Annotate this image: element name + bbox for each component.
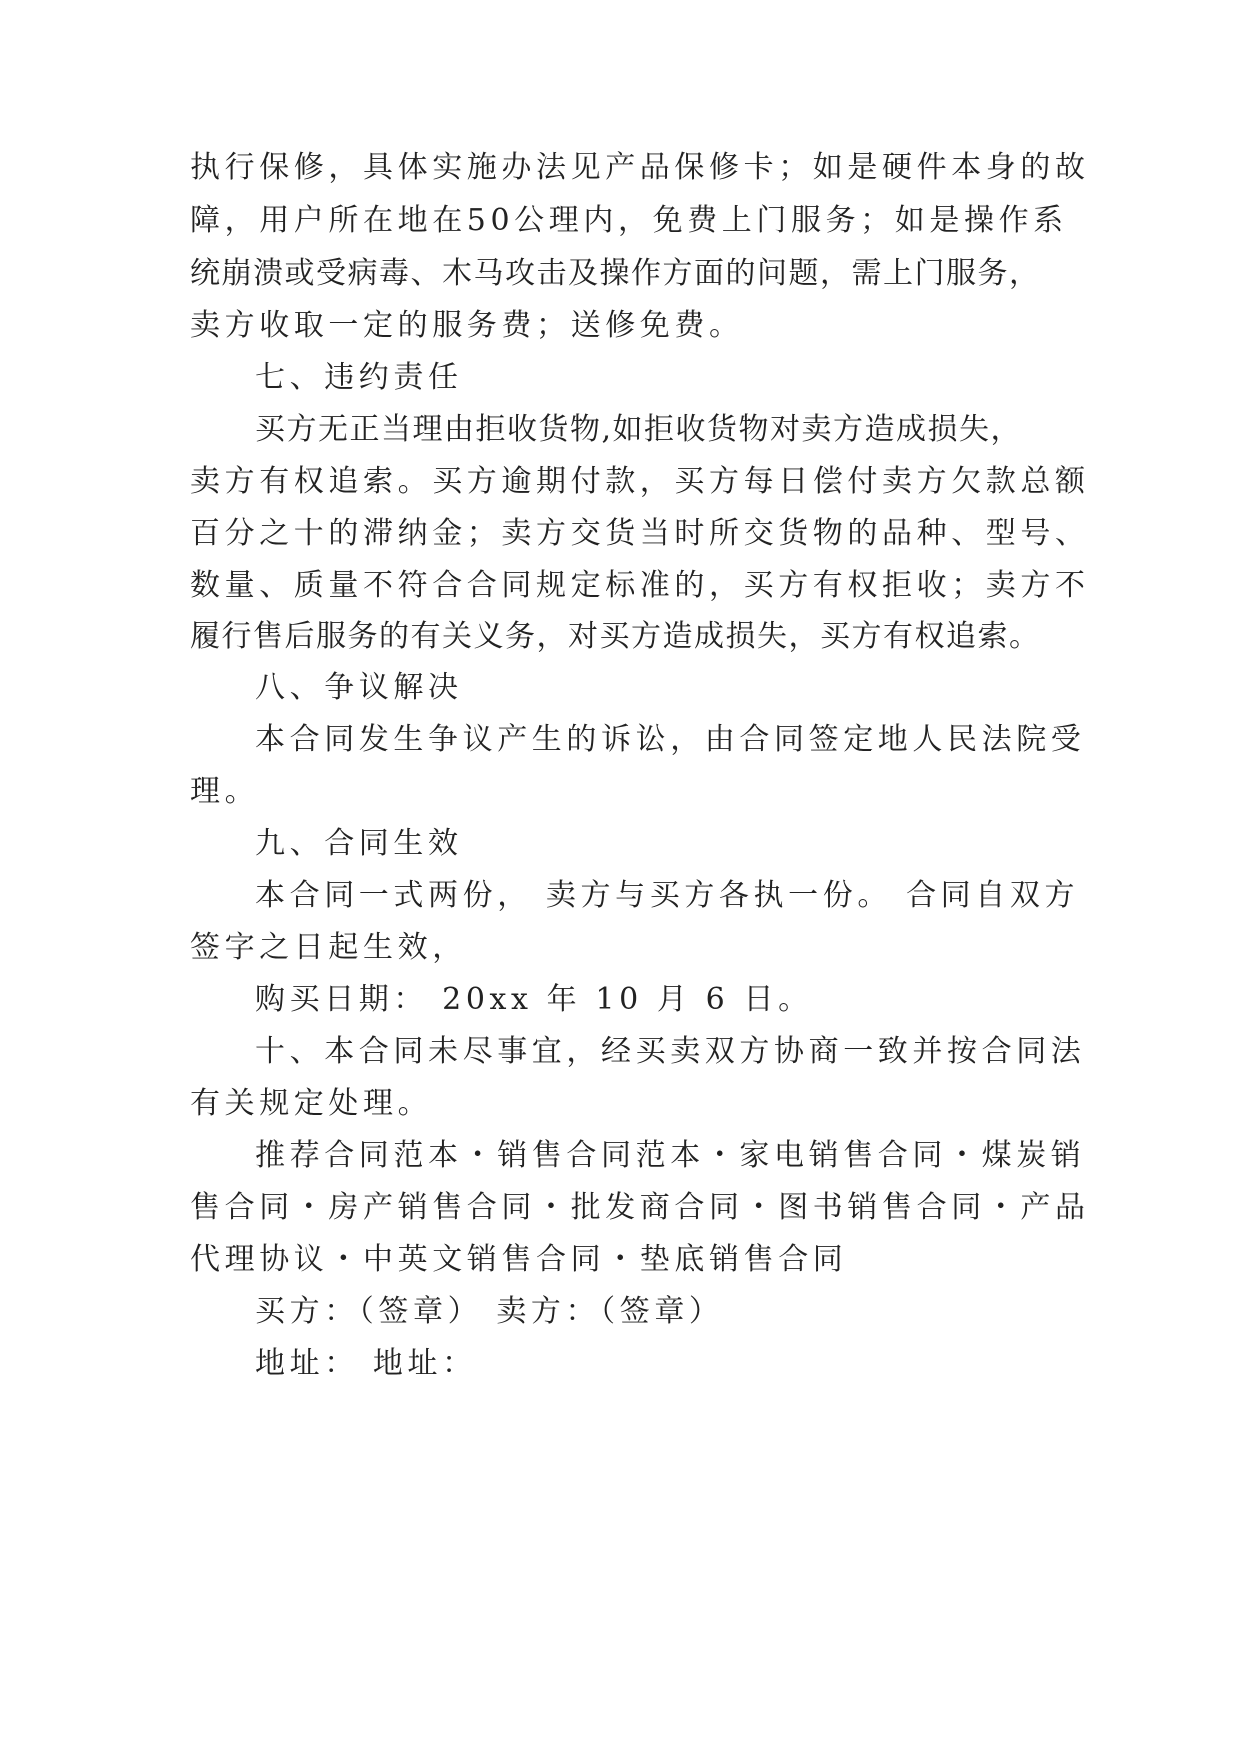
paragraph-line: 执行保修，具体实施办法见产品保修卡；如是硬件本身的故 xyxy=(190,150,1090,185)
paragraph-line: 签字之日起生效， xyxy=(190,930,467,965)
purchase-date: 购买日期： 20xx 年 10 月 6 日。 xyxy=(255,982,813,1017)
paragraph-line: 统崩溃或受病毒、木马攻击及操作方面的问题，需上门服务， xyxy=(190,256,1041,291)
paragraph-line: 障，用户所在地在50公理内，免费上门服务；如是操作系 xyxy=(190,203,1068,238)
recommended-links-line: 推荐合同范本・销售合同范本・家电销售合同・煤炭销 xyxy=(255,1138,1086,1173)
paragraph-line: 十、本合同未尽事宜，经买卖双方协商一致并按合同法 xyxy=(255,1034,1086,1069)
section-heading: 九、合同生效 xyxy=(255,826,463,861)
recommended-links-line: 售合同・房产销售合同・批发商合同・图书销售合同・产品 xyxy=(190,1190,1090,1225)
paragraph-line: 卖方收取一定的服务费；送修免费。 xyxy=(190,308,744,343)
signature-line: 买方：（签章） 卖方：（签章） xyxy=(255,1294,724,1329)
paragraph-line: 百分之十的滞纳金；卖方交货当时所交货物的品种、型号、 xyxy=(190,516,1090,551)
address-line: 地址： 地址： xyxy=(255,1346,477,1381)
paragraph-line: 本合同发生争议产生的诉讼，由合同签定地人民法院受 xyxy=(255,722,1086,757)
section-heading: 八、争议解决 xyxy=(255,670,463,705)
paragraph-line: 履行售后服务的有关义务，对买方造成损失，买方有权追索。 xyxy=(190,619,1041,654)
paragraph-line: 数量、质量不符合合同规定标准的，买方有权拒收；卖方不 xyxy=(190,568,1090,603)
paragraph-line: 本合同一式两份， 卖方与买方各执一份。 合同自双方 xyxy=(255,878,1080,913)
paragraph-line: 理。 xyxy=(190,774,260,809)
paragraph-line: 有关规定处理。 xyxy=(190,1086,433,1121)
section-heading: 七、违约责任 xyxy=(255,360,463,395)
recommended-links-line: 代理协议・中英文销售合同・垫底销售合同 xyxy=(190,1242,848,1277)
paragraph-line: 卖方有权追索。买方逾期付款，买方每日偿付卖方欠款总额 xyxy=(190,464,1090,499)
paragraph-line: 买方无正当理由拒收货物,如拒收货物对卖方造成损失， xyxy=(255,412,1023,447)
